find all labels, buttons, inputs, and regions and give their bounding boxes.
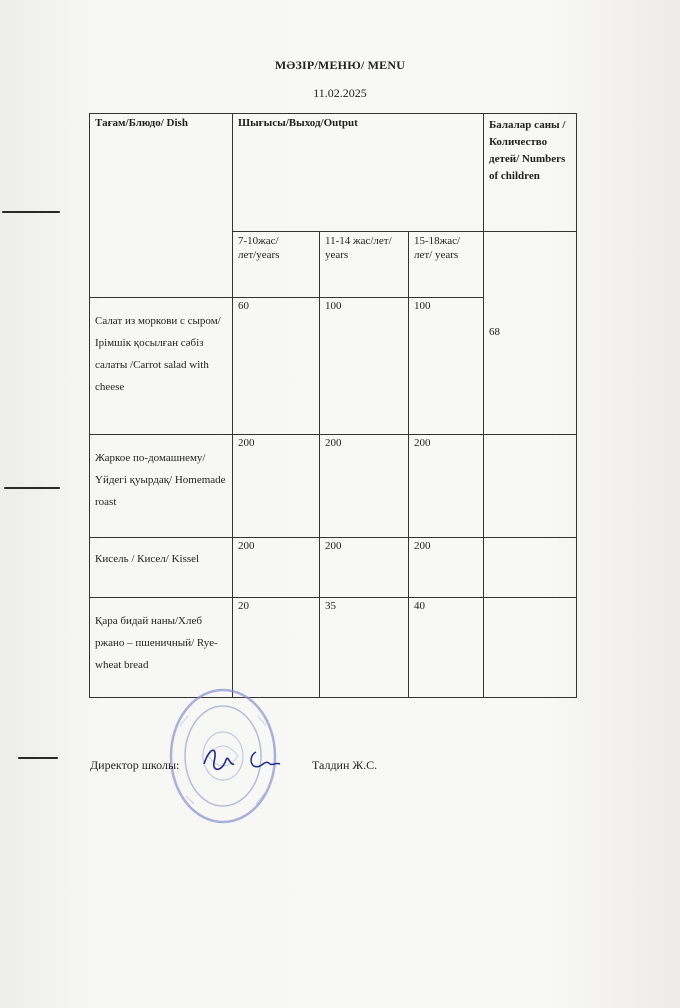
output-15-18: 100 [409,298,484,435]
header-age-7-10: 7-10жас/лет/years [233,232,320,298]
output-11-14: 200 [320,538,409,598]
dish-name: Салат из моркови с сыром/ Ірімшік қосылған сәбіз салаты /Carrot salad with cheese [90,298,233,435]
output-15-18: 40 [409,598,484,698]
menu-table [89,113,577,698]
table-row [90,435,577,538]
children-cell-empty [484,538,577,598]
output-7-10: 20 [233,598,320,698]
output-11-14: 100 [320,298,409,435]
children-cell-empty [484,598,577,698]
output-7-10: 200 [233,435,320,538]
scan-mark [4,487,60,489]
output-15-18: 200 [409,538,484,598]
dish-name: Қара бидай наны/Хлеб ржано – пшеничный/ Rye-wheat bread [90,598,233,698]
header-output: Шығысы/Выход/Output [233,114,484,232]
output-11-14: 35 [320,598,409,698]
children-count: 68 [484,232,577,435]
director-label: Директор школы: [90,758,180,772]
header-age-11-14: 11-14 жас/лет/ years [320,232,409,298]
document-title: МӘЗІР/МЕНЮ/ MENU [274,58,406,72]
header-children: Балалар саны /Количество детей/ Numbers of children [484,114,577,232]
director-name: Талдин Ж.С. [312,758,378,772]
scan-mark [2,211,60,213]
output-7-10: 60 [233,298,320,435]
children-cell-empty [484,435,577,538]
output-11-14: 200 [320,435,409,538]
table-row [90,538,577,598]
header-dish: Тағам/Блюдо/ Dish [90,114,233,298]
output-15-18: 200 [409,435,484,538]
scan-mark [18,757,58,759]
signature [200,742,290,778]
output-7-10: 200 [233,538,320,598]
dish-name: Жаркое по-домашнему/ Үйдегі қуырдақ/ Homemade roast [90,435,233,538]
document-date: 11.02.2025 [313,86,367,100]
header-age-15-18: 15-18жас/лет/ years [409,232,484,298]
table-row [90,598,577,698]
dish-name: Кисель / Кисел/ Kissel [90,538,233,598]
